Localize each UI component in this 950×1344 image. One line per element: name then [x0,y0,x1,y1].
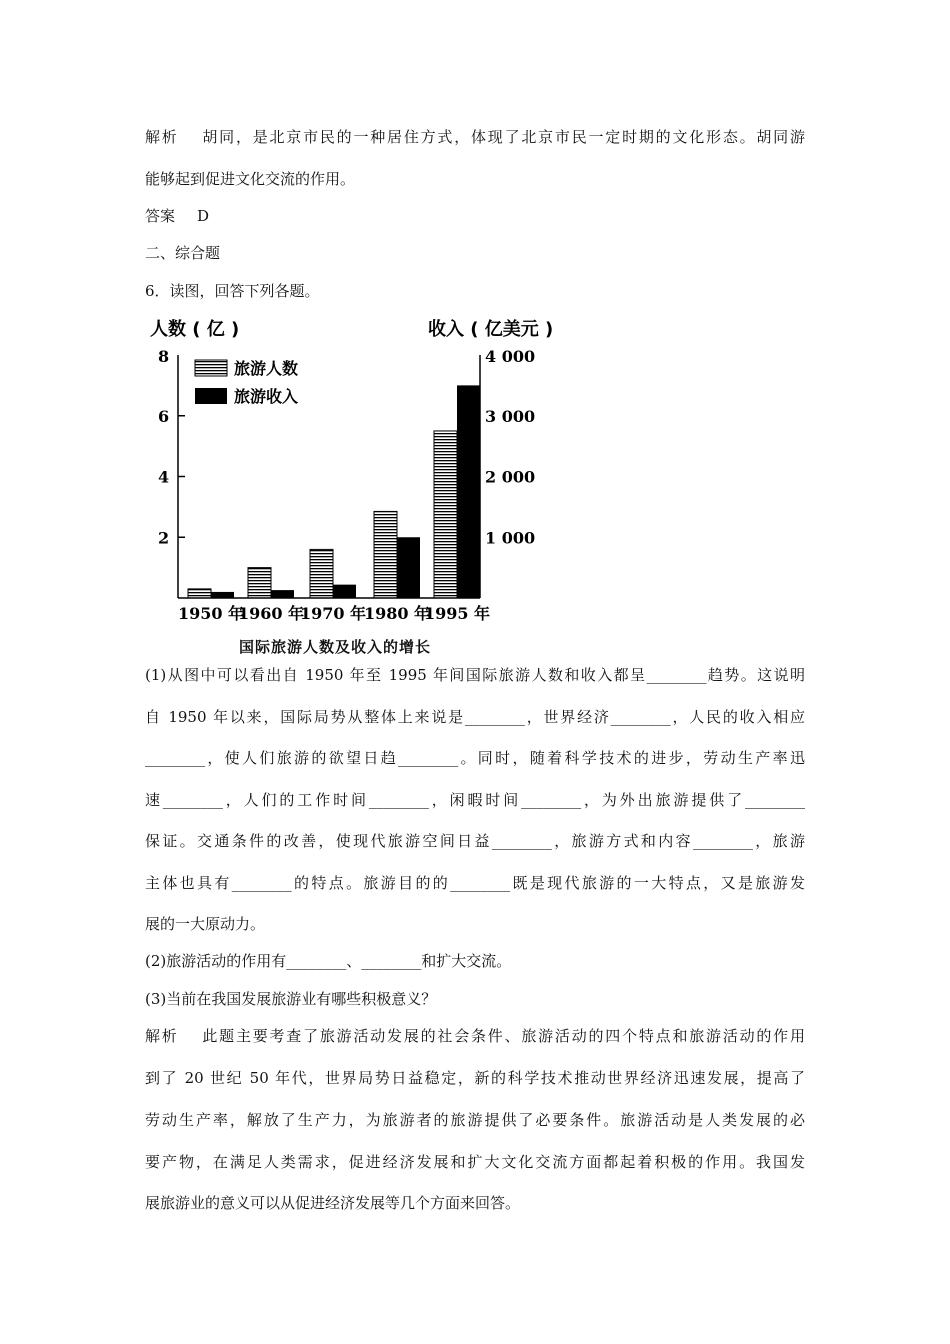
right-tick-label: 2 000 [485,467,536,487]
bar-visitors [374,511,397,598]
bar-income [397,537,420,598]
right-top-tick: 4 000 [485,347,536,366]
chart-caption: 国际旅游人数及收入的增长 [238,638,431,656]
analysis2-line-1: 解析 此题主要考查了旅游活动发展的社会条件、旅游活动的四个特点和旅游活动的作用 [145,1027,805,1045]
bar-visitors [310,549,333,598]
bar-visitors [248,568,271,598]
x-tick-label: 1960 年 [237,604,305,623]
q3-line: (3)当前在我国发展旅游业有哪些积极意义？ [145,990,437,1008]
analysis2-line-5: 展旅游业的意义可以从促进经济发展等几个方面来回答。 [145,1194,521,1212]
q1-line-7: 展的一大原动力。 [145,915,266,933]
x-tick-label: 1970 年 [299,604,367,623]
question-6-intro: 6．读图，回答下列各题。 [145,282,320,300]
section-title: 二、综合题 [145,244,221,262]
left-top-tick: 8 [158,347,170,366]
q1-line-1: (1)从图中可以看出自 1950 年至 1995 年间国际旅游人数和收入都呈________趋势。这说明 [145,666,805,684]
bar-visitors [188,589,211,598]
analysis2-line-2: 到了 20 世纪 50 年代，世界局势日益稳定，新的科学技术推动世界经济迅速发展，提高了 [145,1069,805,1087]
legend-swatch-visitors [195,360,227,376]
right-tick-label: 3 000 [485,406,536,426]
tourism-chart [140,310,560,632]
answer-label: 答案 [145,207,176,225]
legend-swatch-income [195,388,227,404]
left-axis-label: 人数 ( 亿 ) [150,319,240,340]
bar-income [271,590,294,598]
answer-value: D [197,207,210,225]
legend-label-income: 旅游收入 [234,387,299,406]
analysis-line-2: 能够起到促进文化交流的作用。 [145,170,356,188]
q1-line-2: 自 1950 年以来，国际局势从整体上来说是________，世界经济________，人民的收入相应 [145,708,805,726]
q2-line: (2)旅游活动的作用有________、________和扩大交流。 [145,952,512,970]
analysis2-line-3: 劳动生产率，解放了生产力，为旅游者的旅游提供了必要条件。旅游活动是人类发展的必 [145,1111,805,1129]
right-axis-label: 收入 ( 亿美元 ) [428,319,554,340]
x-tick-label: 1980 年 [363,604,431,623]
x-tick-label: 1950 年 [177,604,245,623]
q1-line-6: 主体也具有________的特点。旅游目的的________既是现代旅游的一大特点，又是旅游发 [145,874,805,892]
x-tick-label: 1995 年 [423,604,491,623]
q1-line-5: 保证。交通条件的改善，使现代旅游空间日益________，旅游方式和内容________，旅游 [145,832,805,850]
answer-line [145,206,209,226]
left-tick-label: 6 [158,406,170,426]
analysis2-label: 解析 [145,1027,179,1045]
left-tick-label: 4 [158,467,170,487]
q1-line-3: ________，使人们旅游的欲望日趋________。同时，随着科学技术的进步，劳动生产率迅 [145,749,805,767]
bar-income [333,585,356,598]
analysis-line-1: 解析 胡同，是北京市民的一种居住方式，体现了北京市民一定时期的文化形态。胡同游 [145,128,805,146]
right-tick-label: 1 000 [485,528,536,548]
left-tick-label: 2 [158,528,170,548]
legend-label-visitors: 旅游人数 [234,359,299,378]
bar-income [457,385,480,598]
analysis-label: 解析 [145,128,179,146]
analysis2-line-4: 要产物，在满足人类需求，促进经济发展和扩大文化交流方面都起着积极的作用。我国发 [145,1153,805,1171]
q1-line-4: 速________，人们的工作时间________，闲暇时间________，为外出旅游提供了________ [145,791,805,809]
bar-visitors [434,431,457,598]
bar-income [211,592,234,598]
